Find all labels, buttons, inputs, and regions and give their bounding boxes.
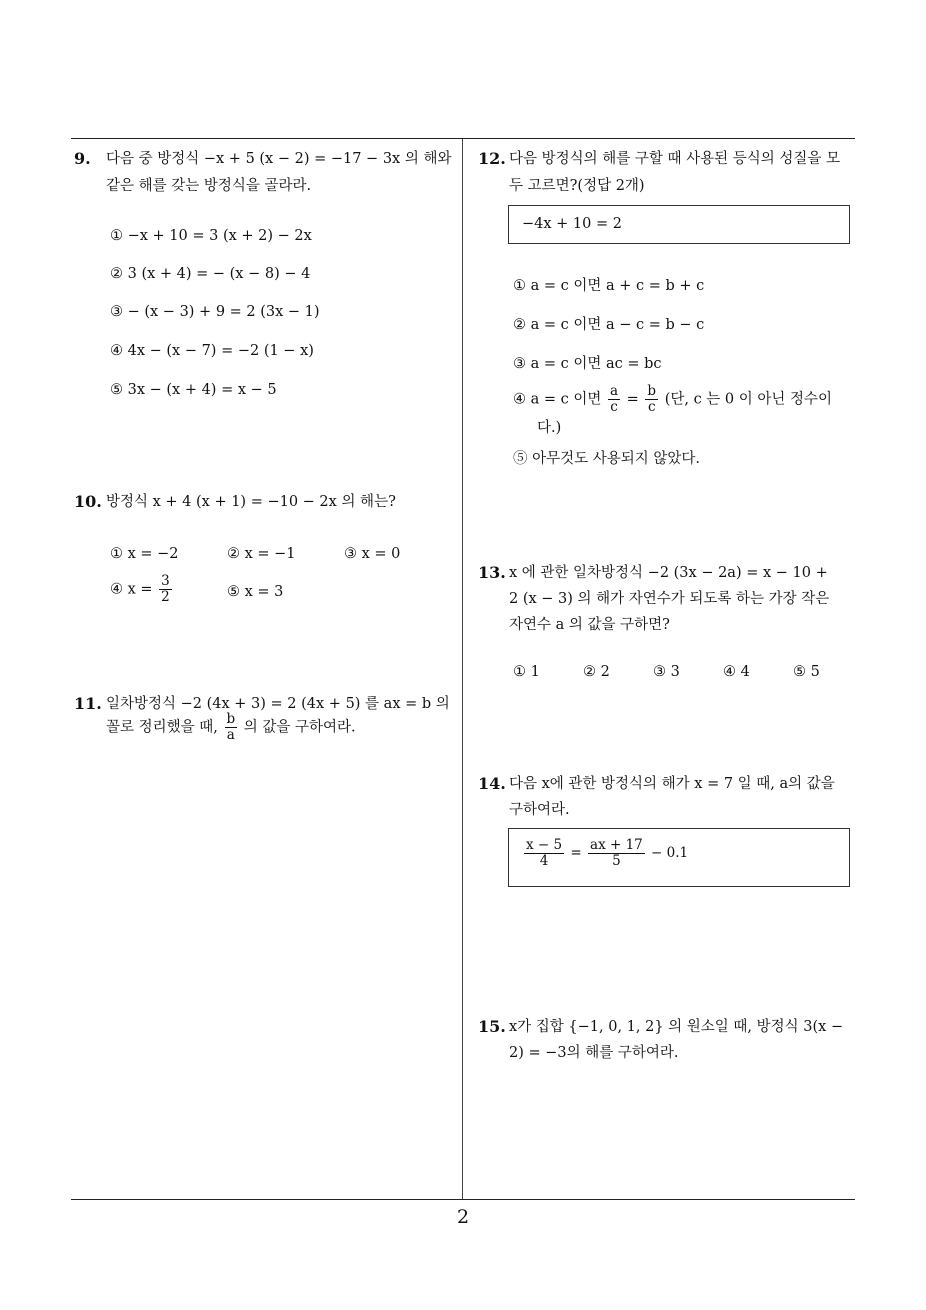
question-text: 다음 방정식의 해를 구할 때 사용된 등식의 성질을 모	[509, 151, 841, 167]
fraction	[524, 838, 564, 869]
choice-2[interactable]: ② 2	[583, 664, 610, 680]
choice-4-continuation: 다.)	[537, 420, 562, 436]
column-divider	[462, 139, 463, 1199]
choice-1[interactable]: ① x = −2	[110, 546, 179, 562]
fraction	[588, 838, 645, 869]
fraction	[645, 384, 658, 415]
choice-4-text: ④ x =	[110, 581, 153, 598]
denominator: a	[226, 727, 235, 743]
choice-2[interactable]: ② x = −1	[227, 546, 296, 562]
equals-sign: =	[626, 391, 639, 408]
question-text: x가 집합 {−1, 0, 1, 2} 의 원소일 때, 방정식 3(x −	[509, 1019, 844, 1035]
question-text: 2) = −3의 해를 구하여라.	[509, 1045, 679, 1061]
fraction	[225, 712, 238, 743]
choice-4[interactable]: ④ 4x − (x − 7) = −2 (1 − x)	[110, 343, 314, 359]
choice-4[interactable]	[110, 574, 174, 605]
question-text: 다음 x에 관한 방정식의 해가 x = 7 일 때, a의 값을	[509, 776, 835, 792]
equation-box	[508, 205, 850, 244]
text-part: ④ a = c 이면	[513, 391, 602, 408]
numerator: 3	[161, 573, 170, 589]
text-part: − 0.1	[651, 845, 689, 861]
text-part: 꼴로 정리했을 때,	[106, 719, 218, 736]
choice-5[interactable]: ⑤ 5	[793, 664, 820, 680]
equation-box	[508, 828, 850, 887]
question-text: 구하여라.	[509, 802, 570, 818]
choice-5[interactable]: ⑤ 아무것도 사용되지 않았다.	[513, 451, 701, 467]
denominator: 5	[612, 853, 621, 869]
page-number: 2	[456, 1206, 470, 1228]
numerator: ax + 17	[590, 837, 643, 853]
question-number: 15.	[478, 1017, 506, 1036]
denominator: 2	[161, 589, 170, 605]
denominator: 4	[539, 853, 549, 869]
question-number: 13.	[478, 563, 506, 582]
question-number: 10.	[74, 492, 102, 511]
choice-2[interactable]: ② 3 (x + 4) = − (x − 8) − 4	[110, 266, 311, 282]
fraction	[608, 384, 620, 415]
question-text: 다음 중 방정식 −x + 5 (x − 2) = −17 − 3x 의 해와	[106, 151, 452, 167]
question-text: 같은 해를 갖는 방정식을 골라라.	[106, 178, 312, 194]
question-text: 방정식 x + 4 (x + 1) = −10 − 2x 의 해는?	[106, 494, 396, 510]
question-text: 두 고르면?(정답 2개)	[509, 178, 645, 194]
question-text: 자연수 a 의 값을 구하면?	[509, 617, 670, 633]
fraction	[159, 574, 172, 605]
numerator: x − 5	[526, 837, 563, 853]
bottom-rule	[71, 1199, 855, 1200]
equals-sign: =	[570, 845, 582, 861]
text-part: 의 값을 구하여라.	[243, 719, 356, 736]
numerator: a	[609, 383, 619, 399]
choice-1[interactable]: ① a = c 이면 a + c = b + c	[513, 278, 705, 294]
question-number: 11.	[74, 694, 102, 713]
question-text: 일차방정식 −2 (4x + 3) = 2 (4x + 5) 를 ax = b 의	[106, 696, 450, 712]
question-text: x 에 관한 일차방정식 −2 (3x − 2a) = x − 10 +	[509, 565, 828, 581]
choice-4[interactable]: ④ 4	[723, 664, 750, 680]
equation: −4x + 10 = 2	[522, 216, 622, 232]
choice-5[interactable]: ⑤ 3x − (x + 4) = x − 5	[110, 382, 277, 398]
numerator: b	[647, 383, 657, 399]
question-number: 12.	[478, 149, 506, 168]
question-number: 9.	[74, 149, 91, 168]
choice-3[interactable]: ③ − (x − 3) + 9 = 2 (3x − 1)	[110, 304, 320, 320]
choice-2[interactable]: ② a = c 이면 a − c = b − c	[513, 317, 705, 333]
choice-3[interactable]: ③ a = c 이면 ac = bc	[513, 356, 662, 372]
top-rule	[71, 138, 855, 139]
choice-1[interactable]: ① 1	[513, 664, 540, 680]
question-number: 14.	[478, 774, 506, 793]
question-text	[106, 712, 356, 743]
question-text: 2 (x − 3) 의 해가 자연수가 되도록 하는 가장 작은	[509, 591, 830, 607]
text-part: (단, c 는 0 이 아닌 정수이	[664, 391, 833, 408]
denominator: c	[610, 399, 618, 415]
equation	[522, 838, 688, 869]
numerator: b	[226, 711, 236, 727]
denominator: c	[647, 399, 656, 415]
choice-4[interactable]	[513, 384, 832, 415]
choice-3[interactable]: ③ 3	[653, 664, 680, 680]
choice-1[interactable]: ① −x + 10 = 3 (x + 2) − 2x	[110, 228, 312, 244]
choice-5[interactable]: ⑤ x = 3	[227, 584, 284, 600]
choice-3[interactable]: ③ x = 0	[344, 546, 401, 562]
